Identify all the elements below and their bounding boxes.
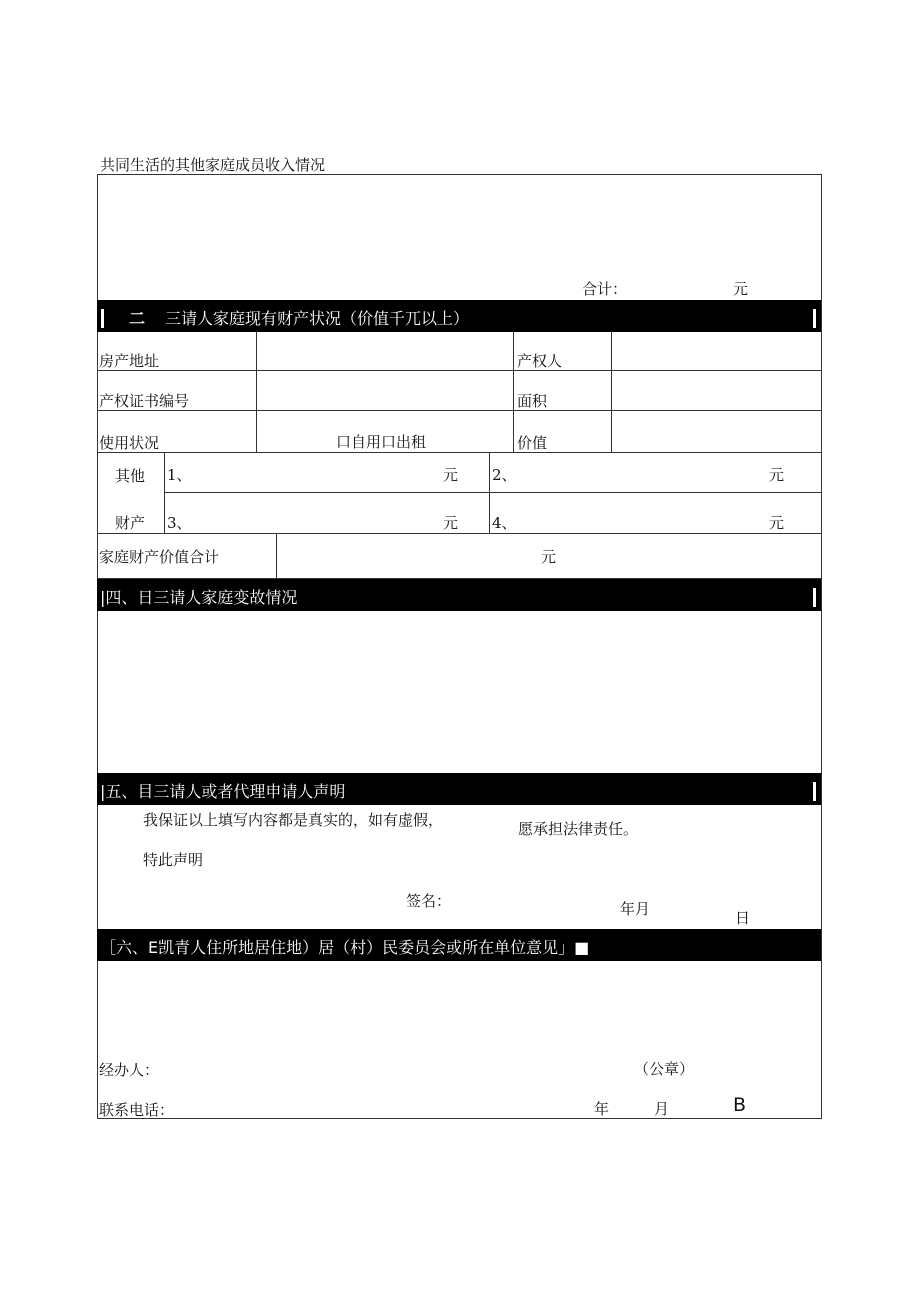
phone-label: 联系电话： <box>99 1101 175 1119</box>
usage-label: 使用状况 <box>99 434 160 452</box>
item-2-num: 2、 <box>492 466 517 484</box>
opinion-section-header: ［六、E凯青人住所地居住地）居（村）民委员会或所在单位意见」■ <box>97 929 821 961</box>
item-1-num: 1、 <box>167 466 192 484</box>
value-label: 价值 <box>517 434 548 452</box>
item-4-num: 4、 <box>492 514 517 532</box>
declaration-closing: 特此声明 <box>143 851 204 869</box>
item-3-num: 3、 <box>167 514 192 532</box>
owner-label: 产权人 <box>517 352 563 370</box>
area-label: 面积 <box>517 392 548 410</box>
declaration-day: 日 <box>735 909 751 927</box>
other-property-label-2: 财产 <box>115 514 146 532</box>
cert-number-label: 产权证书编号 <box>99 392 190 410</box>
header-mark: 二 <box>129 309 144 328</box>
other-income-title: 共同生活的其他家庭成员收入情况 <box>100 156 326 174</box>
property-total-label: 家庭财产价值合计 <box>99 548 220 566</box>
declaration-statement-2: 愿承担法律责任。 <box>518 820 639 838</box>
other-property-label-1: 其他 <box>115 467 146 485</box>
item-3-unit: 元 <box>443 514 459 532</box>
seal-label: （公章） <box>634 1060 695 1078</box>
opinion-year: 年 <box>594 1100 610 1118</box>
item-4-unit: 元 <box>769 514 785 532</box>
item-2-unit: 元 <box>769 466 785 484</box>
house-address-label: 房产地址 <box>99 352 160 370</box>
item-1-unit: 元 <box>443 466 459 484</box>
income-total-label: 合计： <box>582 280 628 298</box>
sign-label: 签名： <box>406 892 452 910</box>
opinion-month: 月 <box>654 1100 670 1118</box>
changes-section-header: |四、日三请人家庭变故情况 <box>97 579 821 611</box>
handler-label: 经办人： <box>99 1061 160 1079</box>
opinion-day: B <box>733 1094 747 1116</box>
declaration-statement-1: 我保证以上填写内容都是真实的，如有虚假， <box>143 811 444 829</box>
declaration-section-header: |五、目三请人或者代理申请人声明 <box>97 773 821 805</box>
income-total-unit: 元 <box>733 280 749 298</box>
declaration-year-month: 年月 <box>620 900 651 918</box>
usage-options[interactable]: 口自用口出租 <box>336 433 427 451</box>
property-total-unit: 元 <box>541 548 557 566</box>
property-section-header: 二 三请人家庭现有财产状况（价值千兀以上） <box>97 300 821 332</box>
